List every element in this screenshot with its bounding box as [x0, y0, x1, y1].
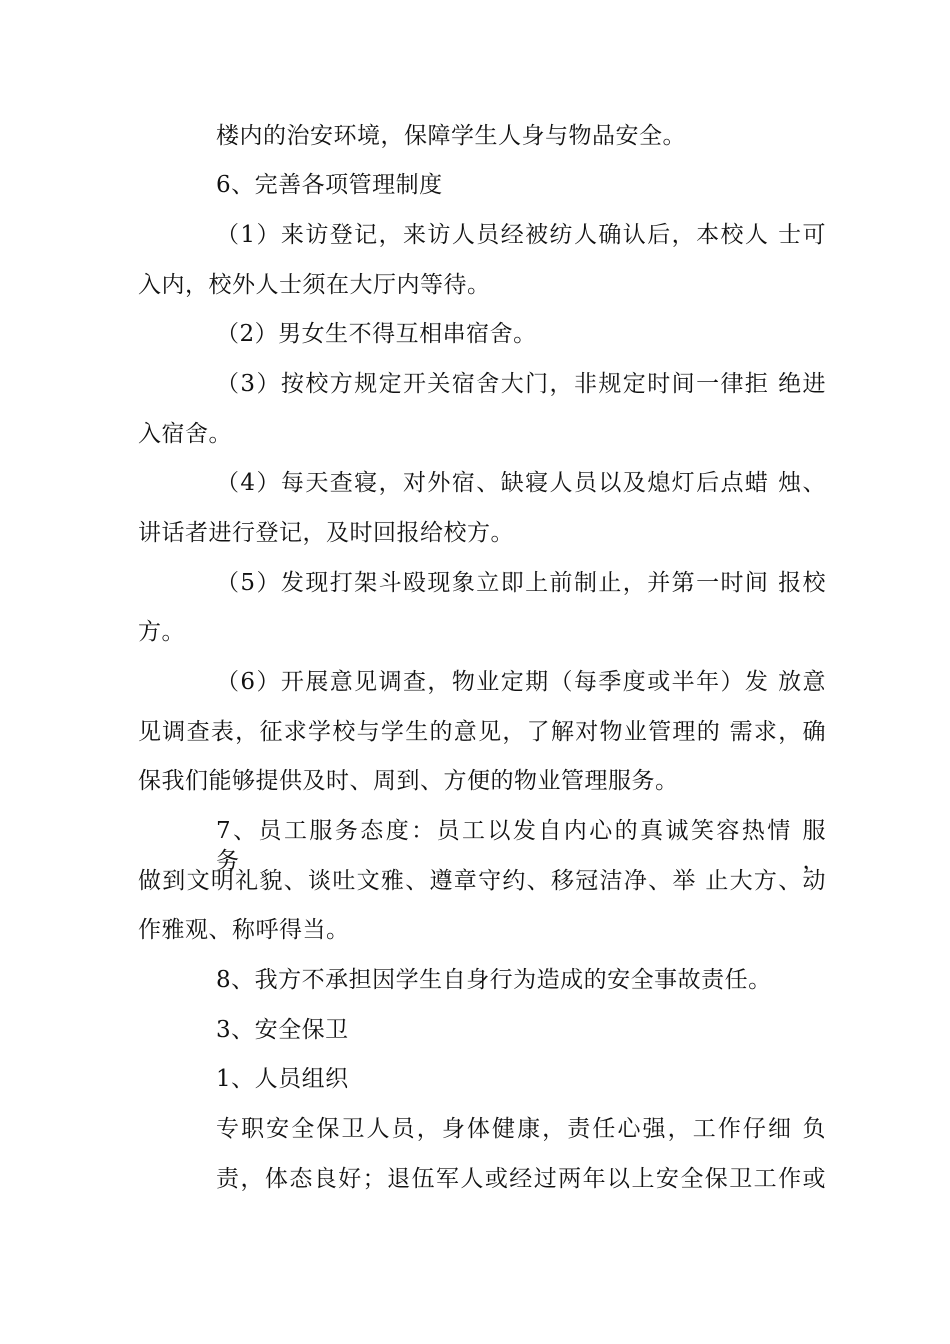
section-heading: 8、我方不承担因学生自身行为造成的安全事故责任。	[216, 967, 772, 993]
list-item-line: （6）开展意见调查，物业定期（每季度或半年）发 放意	[216, 669, 826, 695]
body-text-line: 讲话者进行登记，及时回报给校方。	[138, 520, 514, 546]
body-text-line: 见调查表，征求学校与学生的意见，了解对物业管理的 需求，确	[138, 719, 826, 745]
body-text-line: 方。	[138, 619, 185, 645]
body-text-line: 保我们能够提供及时、周到、方便的物业管理服务。	[138, 768, 679, 794]
body-text-line: 入内，校外人士须在大厅内等待。	[138, 272, 491, 298]
section-heading: 1、人员组织	[216, 1066, 349, 1092]
section-heading: 7、员工服务态度：员工以发自内心的真诚笑容热情 服务，	[216, 818, 826, 874]
body-text-line: 专职安全保卫人员，身体健康，责任心强，工作仔细 负	[216, 1116, 826, 1142]
section-heading: 6、完善各项管理制度	[216, 172, 443, 198]
body-text-line: 入宿舍。	[138, 421, 232, 447]
list-item-line: （2）男女生不得互相串宿舍。	[216, 321, 537, 347]
body-text-line: 做到文明礼貌、谈吐文雅、遵章守约、移冠洁净、举 止大方、动	[138, 868, 826, 894]
body-text-line: 楼内的治安环境，保障学生人身与物品安全。	[216, 123, 686, 149]
list-item-line: （4）每天查寝，对外宿、缺寝人员以及熄灯后点蜡 烛、	[216, 470, 826, 496]
list-item-line: （3）按校方规定开关宿舍大门，非规定时间一律拒 绝进	[216, 371, 826, 397]
body-text-line: 作雅观、称呼得当。	[138, 917, 350, 943]
list-item-line: （1）来访登记，来访人员经被纺人确认后，本校人 士可	[216, 222, 826, 248]
list-item-line: （5）发现打架斗殴现象立即上前制止，并第一时间 报校	[216, 570, 826, 596]
section-heading: 3、安全保卫	[216, 1017, 349, 1043]
body-text-line: 责，体态良好；退伍军人或经过两年以上安全保卫工作或	[216, 1166, 826, 1192]
